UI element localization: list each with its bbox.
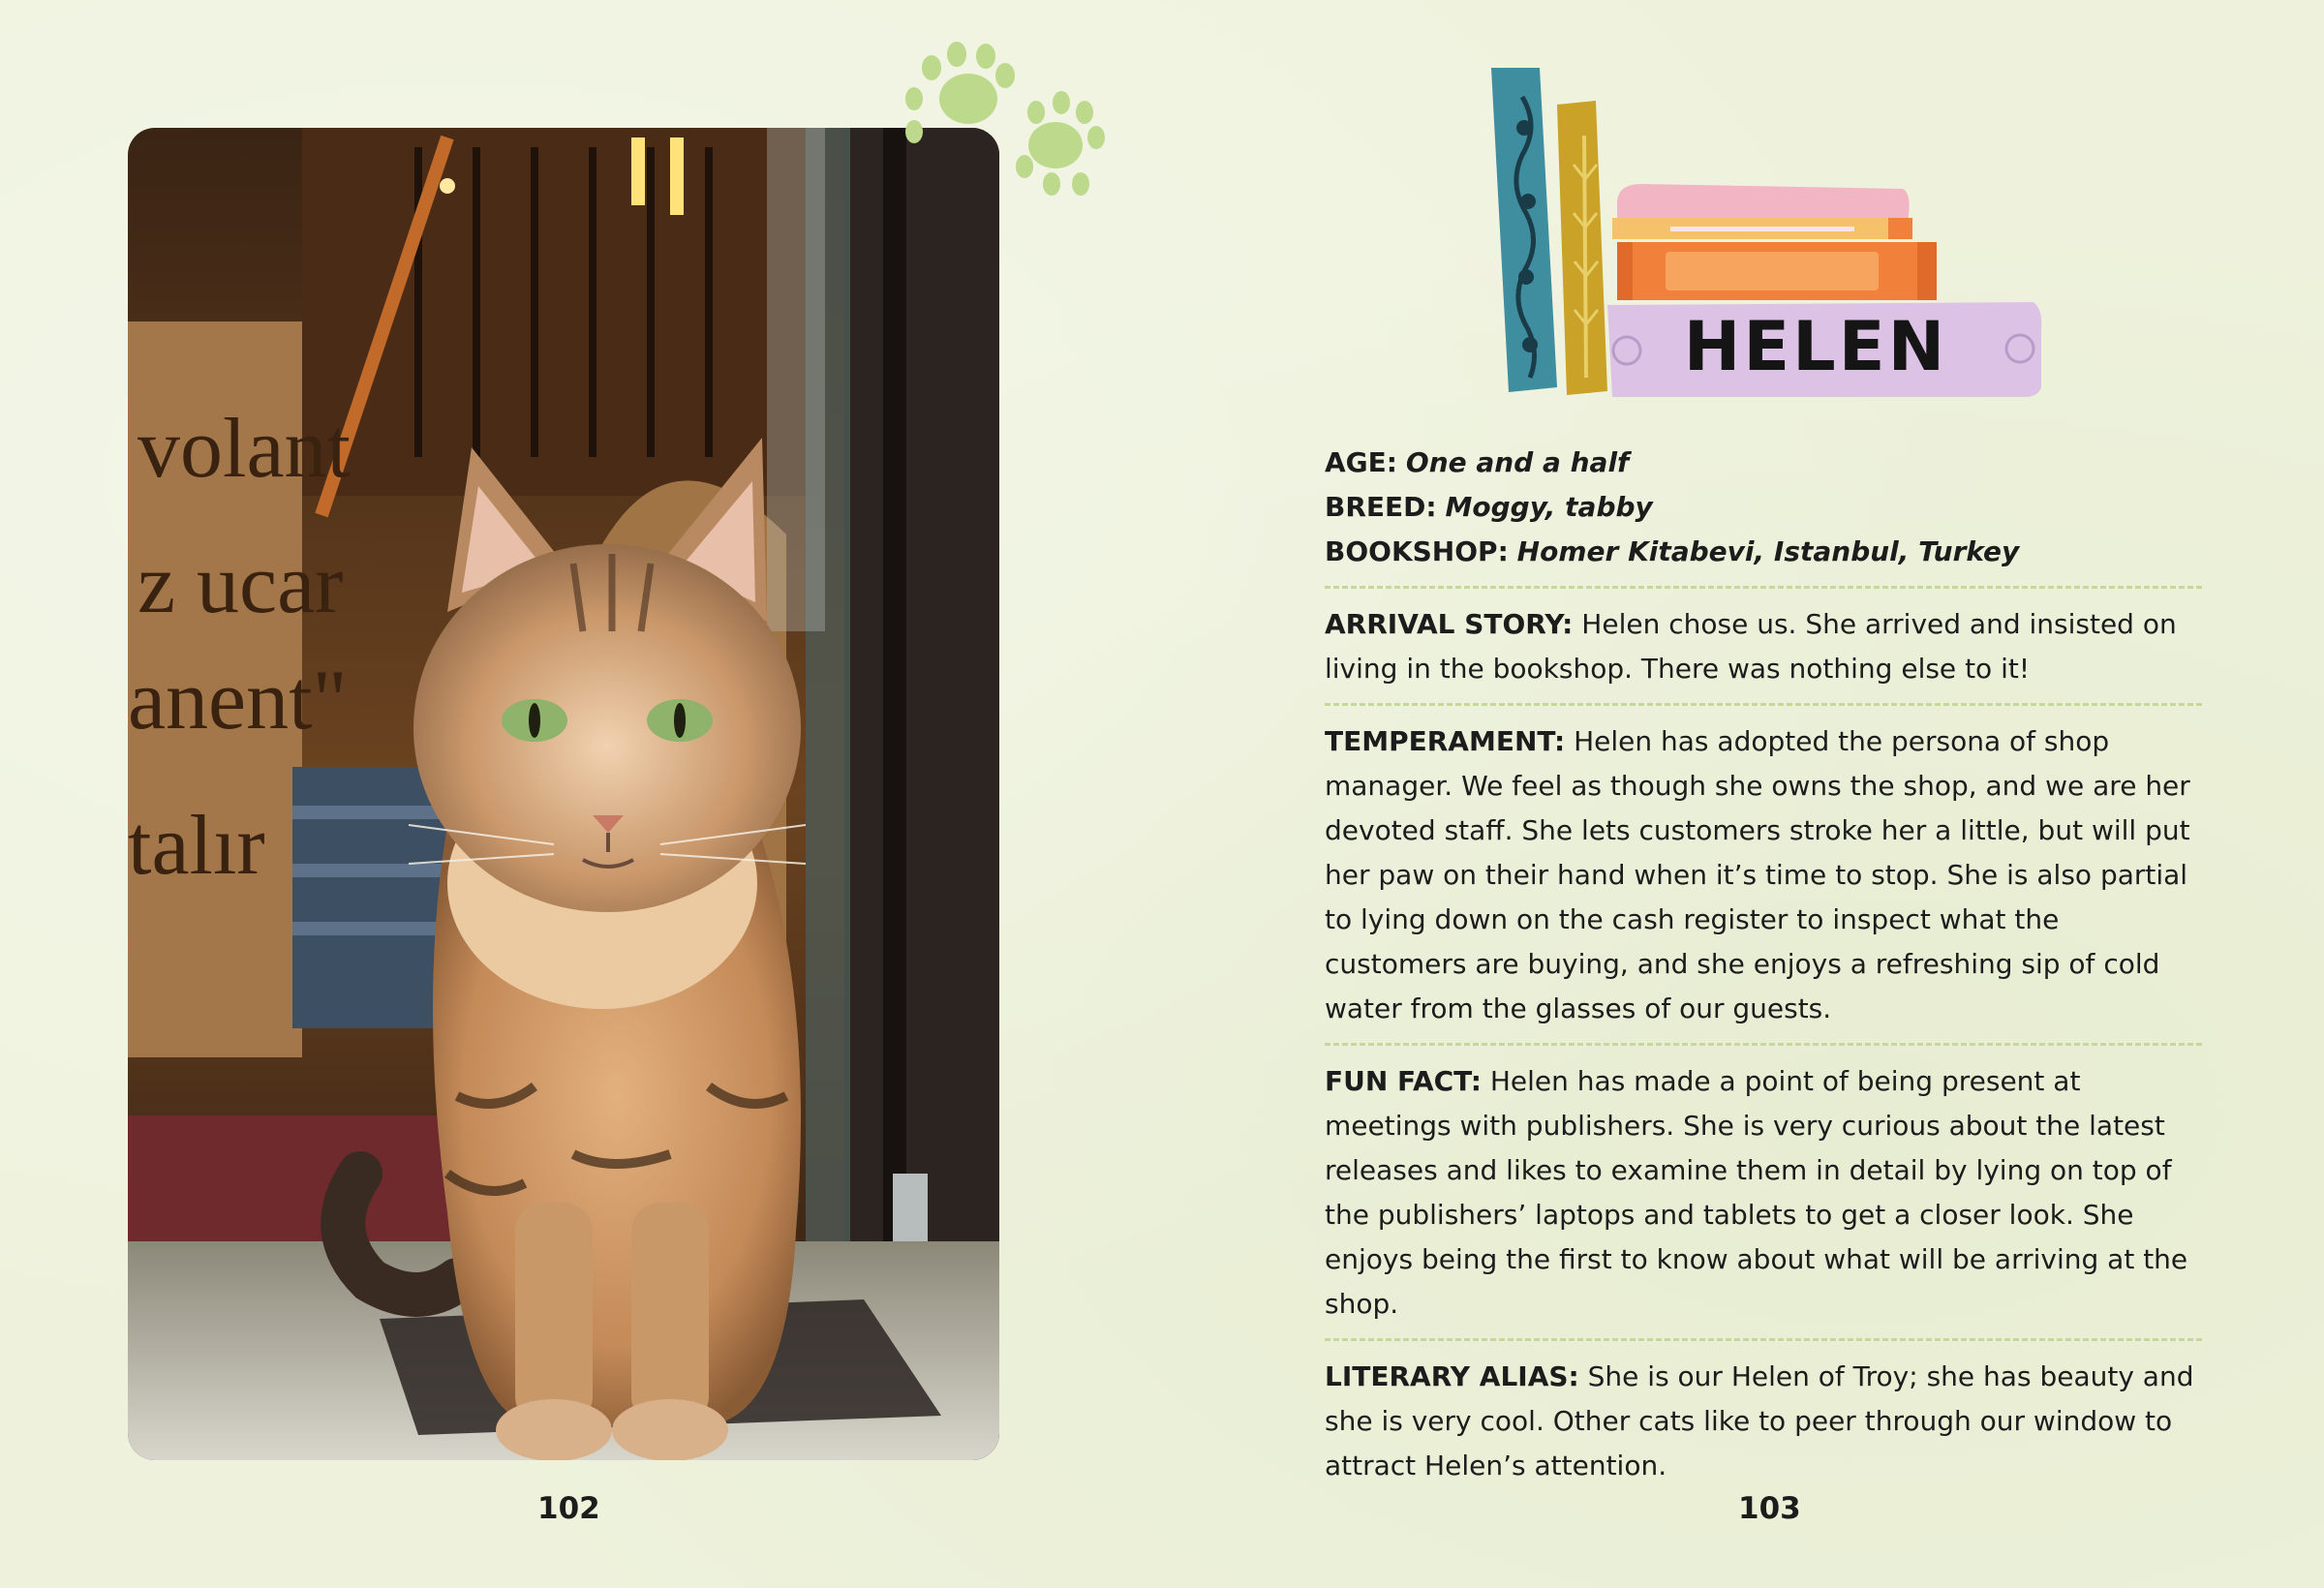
temperament-label: TEMPERAMENT: <box>1325 725 1566 757</box>
divider <box>1325 586 2202 589</box>
book-mustard-icon <box>1557 101 1607 395</box>
paw-print-icon <box>1016 91 1105 196</box>
paw-prints-decoration <box>881 39 1114 213</box>
literary-alias-text: She is our Helen of Troy; she has beauty and she is very cool. Other cats like to peer through our window to attract Helen’s attention. <box>1325 1360 2194 1481</box>
divider <box>1325 703 2202 706</box>
breed-label: BREED: <box>1325 491 1437 523</box>
paw-print-icon <box>905 42 1015 143</box>
age-line <box>1325 441 2202 485</box>
fun-fact <box>1325 1059 2202 1327</box>
bookshop-label: BOOKSHOP: <box>1325 535 1509 567</box>
cat-name-title: HELEN <box>1683 307 1948 386</box>
page-number-left: 102 <box>537 1491 600 1526</box>
divider <box>1325 1043 2202 1046</box>
fun-fact-label: FUN FACT: <box>1325 1065 1482 1097</box>
arrival-story <box>1325 602 2202 691</box>
arrival-story-label: ARRIVAL STORY: <box>1325 608 1574 640</box>
temperament-text: Helen has adopted the persona of shop manager. We feel as though she owns the shop, and we are her devoted staff. She lets customers stroke her a little, but will put her paw on their hand when it’s time to stop. She is also partial to lying down on the cash register to inspect what the customers are buying, and she enjoys a refreshing sip of cold water from the glasses of our guests. <box>1325 725 2190 1024</box>
cat-photo <box>128 128 999 1460</box>
age-label: AGE: <box>1325 446 1397 478</box>
fun-fact-text: Helen has made a point of being present at meetings with publishers. She is very curious about the latest releases and likes to examine them in detail by lying on top of the publishers’ laptops and tablets to get a closer look. She enjoys being the first to know about what will be arriving at the shop. <box>1325 1065 2188 1320</box>
breed-value: Moggy, tabby <box>1445 491 1653 523</box>
breed-line <box>1325 485 2202 530</box>
literary-alias <box>1325 1355 2202 1488</box>
bookshop-value: Homer Kitabevi, Istanbul, Turkey <box>1516 535 2020 567</box>
temperament <box>1325 719 2202 1031</box>
bookshop-line <box>1325 530 2202 574</box>
shop-sign-line2: z ucar <box>138 537 344 631</box>
shop-sign-line1: volant <box>138 402 351 496</box>
literary-alias-label: LITERARY ALIAS: <box>1325 1360 1579 1392</box>
arrival-story-text: Helen chose us. She arrived and insisted on living in the bookshop. There was nothing else to it! <box>1325 608 2177 685</box>
divider <box>1325 1338 2202 1341</box>
page-number-right: 103 <box>1738 1491 1801 1526</box>
cat-profile-text <box>1325 441 2202 1488</box>
age-value: One and a half <box>1405 446 1630 478</box>
shop-sign-line3: anent" <box>128 654 348 748</box>
shop-sign-line4: talır <box>128 799 265 893</box>
